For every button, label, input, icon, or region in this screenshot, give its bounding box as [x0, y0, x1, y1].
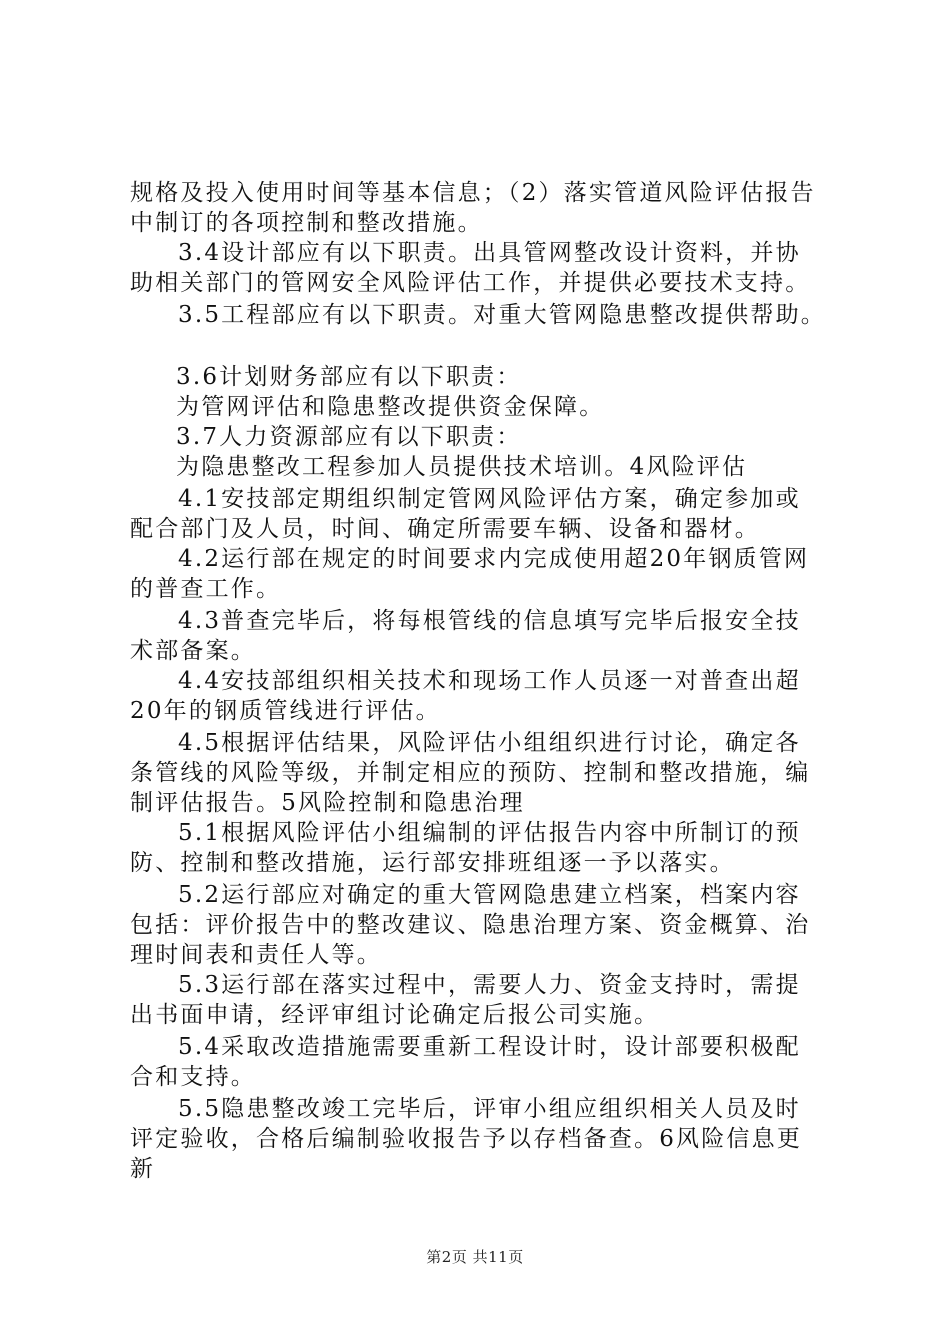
text-line: 制评估报告。5风险控制和隐患治理 — [130, 790, 525, 816]
text-line: 5.4采取改造措施需要重新工程设计时，设计部要积极配 — [178, 1034, 801, 1060]
text-line: 新 — [130, 1156, 156, 1182]
text-line: 4.3普查完毕后，将每根管线的信息填写完毕后报安全技 — [178, 608, 801, 634]
text-line: 防、控制和整改措施，运行部安排班组逐一予以落实。 — [130, 850, 735, 876]
text-line: 4.4安技部组织相关技术和现场工作人员逐一对普查出超 — [178, 668, 801, 694]
text-line: 5.2运行部应对确定的重大管网隐患建立档案，档案内容 — [178, 882, 801, 908]
text-line: 的普查工作。 — [130, 576, 282, 602]
text-line: 4.2运行部在规定的时间要求内完成使用超20年钢质管网 — [178, 546, 810, 572]
text-line: 为隐患整改工程参加人员提供技术培训。4风险评估 — [176, 454, 748, 480]
text-line: 4.1安技部定期组织制定管网风险评估方案，确定参加或 — [178, 486, 801, 512]
text-line: 术部备案。 — [130, 638, 256, 664]
text-line: 评定验收，合格后编制验收报告予以存档备查。6风险信息更 — [130, 1126, 803, 1152]
text-line: 4.5根据评估结果，风险评估小组组织进行讨论，确定各 — [178, 730, 801, 756]
text-line: 3.5工程部应有以下职责。对重大管网隐患整改提供帮助。 — [178, 302, 826, 328]
text-line: 3.4设计部应有以下职责。出具管网整改设计资料，并协 — [178, 240, 801, 266]
text-line: 3.6计划财务部应有以下职责： — [176, 364, 522, 390]
text-line: 包括：评价报告中的整改建议、隐患治理方案、资金概算、治 — [130, 912, 811, 938]
text-line: 配合部门及人员，时间、确定所需要车辆、设备和器材。 — [130, 516, 760, 542]
text-line: 3.7人力资源部应有以下职责： — [176, 424, 522, 450]
text-line: 合和支持。 — [130, 1064, 256, 1090]
text-line: 5.5隐患整改竣工完毕后，评审小组应组织相关人员及时 — [178, 1096, 801, 1122]
text-line: 规格及投入使用时间等基本信息；（2）落实管道风险评估报告 — [130, 180, 816, 206]
text-line: 理时间表和责任人等。 — [130, 942, 382, 968]
text-line: 助相关部门的管网安全风险评估工作，并提供必要技术支持。 — [130, 270, 811, 296]
text-line: 条管线的风险等级，并制定相应的预防、控制和整改措施，编 — [130, 760, 811, 786]
page-number-footer: 第2页 共11页 — [426, 1248, 524, 1266]
text-line: 中制订的各项控制和整改措施。 — [130, 210, 483, 236]
text-line: 5.3运行部在落实过程中，需要人力、资金支持时，需提 — [178, 972, 801, 998]
text-line: 5.1根据风险评估小组编制的评估报告内容中所制订的预 — [178, 820, 801, 846]
text-line: 出书面申请，经评审组讨论确定后报公司实施。 — [130, 1002, 660, 1028]
text-line: 为管网评估和隐患整改提供资金保障。 — [176, 394, 605, 420]
text-line: 20年的钢质管线进行评估。 — [130, 698, 441, 724]
